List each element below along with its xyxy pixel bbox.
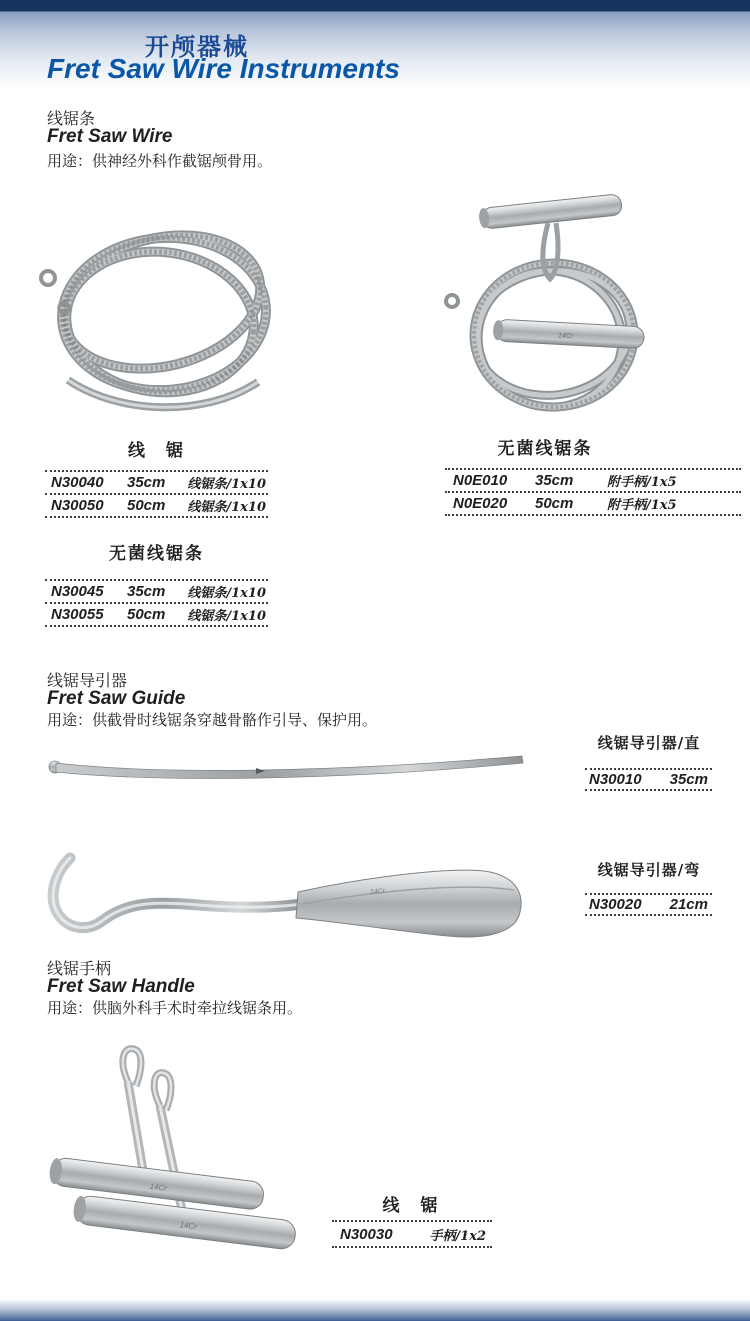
table-row [585, 770, 712, 791]
product-size: 35cm [669, 771, 708, 788]
table-row [45, 604, 268, 627]
sterile-wire-with-handles-photo [440, 183, 662, 433]
caption-wire-plain: 线 锯 [128, 441, 185, 461]
table-row [45, 472, 268, 495]
product-code: N0E010 [453, 472, 508, 489]
product-size: 35cm [535, 472, 574, 489]
product-pack: 附手柄/1x5 [607, 475, 677, 490]
product-size: 21cm [669, 896, 708, 913]
caption-wire-sterile-handle: 无菌线锯条 [497, 439, 593, 459]
table-wire-plain [45, 470, 268, 518]
table-row [332, 1222, 492, 1248]
product-pack: 线锯条/1x10 [187, 586, 266, 601]
product-code: N30020 [589, 896, 642, 913]
table-guide-curved [585, 893, 712, 916]
product-code: N30055 [51, 606, 104, 623]
table-row [585, 895, 712, 916]
product-code: N30030 [340, 1225, 393, 1243]
product-code: N0E020 [453, 495, 508, 512]
table-guide-straight [585, 768, 712, 791]
product-pack: 线锯条/1x10 [187, 500, 266, 515]
caption-wire-sterile: 无菌线锯条 [109, 544, 204, 564]
section-wire-usage: 用途：供神经外科作截锯颅骨用。 [47, 153, 273, 170]
section-handle-usage: 用途：供脑外科手术时牵拉线锯条用。 [47, 1000, 303, 1017]
caption-saw-handle: 线 锯 [382, 1196, 440, 1216]
section-handle-name-cn: 线锯手柄 [47, 961, 112, 978]
product-code: N30040 [51, 474, 104, 491]
section-wire-name-en: Fret Saw Wire [47, 126, 173, 147]
table-row [445, 493, 741, 516]
product-pack: 附手柄/1x5 [607, 498, 677, 513]
table-wire-sterile-handle [445, 468, 741, 516]
product-code: N30010 [589, 771, 642, 788]
handle-engraving-text: 14Cr [557, 332, 574, 341]
caption-guide-curved: 线锯导引器/弯 [597, 861, 701, 879]
curved-guide-photo [40, 852, 536, 964]
handle-engraving-text: 14Cr [179, 1220, 198, 1232]
product-code: N30050 [51, 497, 104, 514]
table-row [45, 495, 268, 518]
section-wire-name-cn: 线锯条 [47, 111, 96, 128]
product-pack: 手柄/1x2 [429, 1228, 486, 1244]
product-code: N30045 [51, 583, 104, 600]
product-size: 35cm [127, 583, 166, 600]
wire-coil-photo [34, 190, 286, 432]
product-pack: 线锯条/1x10 [187, 477, 266, 492]
product-size: 50cm [127, 497, 166, 514]
page-title-cn: 开颅器械 [145, 34, 249, 61]
product-size: 50cm [535, 495, 574, 512]
saw-handles-photo [40, 1044, 310, 1292]
table-saw-handle [332, 1220, 492, 1248]
handle-engraving-text: 14Cr [149, 1181, 168, 1193]
table-row [445, 470, 741, 493]
guide-engraving-text: 14Cr [369, 887, 386, 896]
table-wire-sterile [45, 579, 268, 627]
product-pack: 线锯条/1x10 [187, 609, 266, 624]
product-size: 50cm [127, 606, 166, 623]
table-row [45, 581, 268, 604]
section-handle-name-en: Fret Saw Handle [47, 976, 195, 997]
section-guide-name-en: Fret Saw Guide [47, 688, 186, 709]
straight-guide-photo [42, 748, 536, 794]
footer-gradient-band [0, 1299, 750, 1321]
product-size: 35cm [127, 474, 166, 491]
page-title-en: Fret Saw Wire Instruments [47, 53, 400, 84]
section-guide-name-cn: 线锯导引器 [47, 673, 128, 690]
section-guide-usage: 用途：供截骨时线锯条穿越骨骼作引导、保护用。 [47, 712, 378, 729]
caption-guide-straight: 线锯导引器/直 [597, 734, 701, 752]
